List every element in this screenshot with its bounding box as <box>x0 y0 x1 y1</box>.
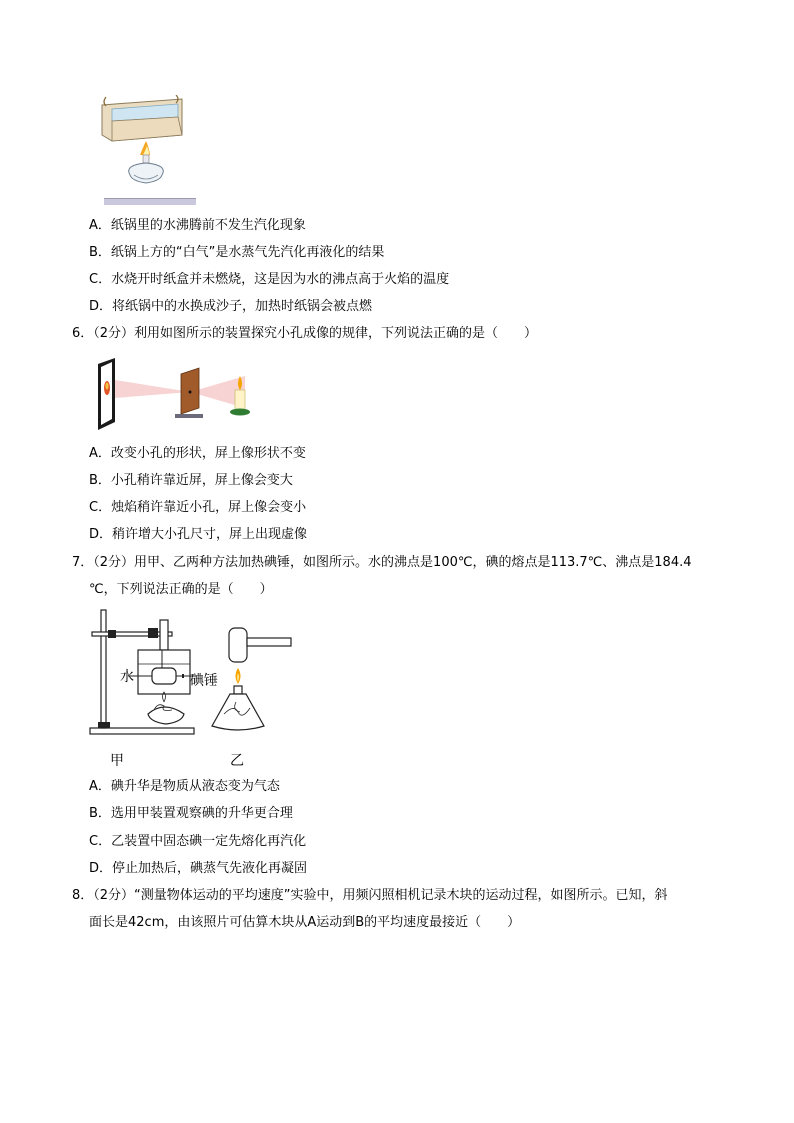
pinhole-drawing <box>95 352 265 434</box>
q5-option-b: B．纸锅上方的“白气”是水蒸气先汽化再液化的结果 <box>89 245 385 260</box>
light-cone-left <box>115 380 190 398</box>
candle-holder <box>230 409 250 416</box>
q6-stem: 6．（2分）利用如图所示的装置探究小孔成像的规律，下列说法正确的是（ ） <box>72 326 538 341</box>
q8-stem-line-2: 面长是42cm，由该照片可估算木块从A运动到B的平均速度最接近（ ） <box>89 915 521 930</box>
q6-option-d: D．稍许增大小孔尺寸，屏上出现虚像 <box>89 527 308 542</box>
label-apparatus-b: 乙 <box>230 753 244 769</box>
q7-option-b: B．选用甲装置观察碘的升华更合理 <box>89 806 293 821</box>
stand-rod <box>101 610 106 728</box>
q5-option-c: C．水烧开时纸盒并未燃烧，这是因为水的沸点高于火焰的温度 <box>89 272 450 287</box>
alcohol-lamp-a <box>148 707 184 724</box>
clamp <box>148 628 158 638</box>
q7-stem-line-1: 7．（2分）用甲、乙两种方法加热碘锤，如图所示。水的沸点是100℃，碘的熔点是113.7℃、沸点是184.4 <box>72 555 692 570</box>
table-surface <box>104 198 196 205</box>
stand-base <box>90 728 194 734</box>
q5-option-a: A．纸锅里的水沸腾前不发生汽化现象 <box>89 218 306 233</box>
q5-option-d: D．将纸锅中的水换成沙子，加热时纸锅会被点燃 <box>89 299 373 314</box>
iodine-hammer-b <box>229 628 247 662</box>
pinhole <box>189 391 192 394</box>
q6-option-a: A．改变小孔的形状，屏上像形状不变 <box>89 446 306 461</box>
q6-option-c: C．烛焰稍许靠近小孔，屏上像会变小 <box>89 500 307 515</box>
candle <box>235 390 245 410</box>
hammer-handle <box>247 638 291 646</box>
paper-pot-figure <box>100 95 200 205</box>
label-iodine-hammer: 碘锤 <box>190 673 218 689</box>
paper-pot-drawing <box>100 95 200 205</box>
q7-option-c: C．乙装置中固态碘一定先熔化再汽化 <box>89 834 307 849</box>
q6-option-b: B．小孔稍许靠近屏，屏上像会变大 <box>89 473 293 488</box>
board-stand <box>175 414 203 418</box>
iodine-hammer-a <box>152 668 176 684</box>
q8-stem-line-1: 8．（2分）“测量物体运动的平均速度”实验中，用频闪照相机记录木块的运动过程，如图所示。已知，斜 <box>72 888 668 903</box>
label-water: 水 <box>120 669 134 685</box>
label-apparatus-a: 甲 <box>110 753 124 769</box>
q7-option-a: A．碘升华是物质从液态变为气态 <box>89 779 280 794</box>
q7-stem-line-2: ℃，下列说法正确的是（ ） <box>89 582 273 597</box>
pinhole-figure <box>95 352 265 434</box>
alcohol-lamp <box>129 163 164 183</box>
q7-option-d: D．停止加热后，碘蒸气先液化再凝固 <box>89 861 308 876</box>
iodine-figure <box>88 606 298 741</box>
